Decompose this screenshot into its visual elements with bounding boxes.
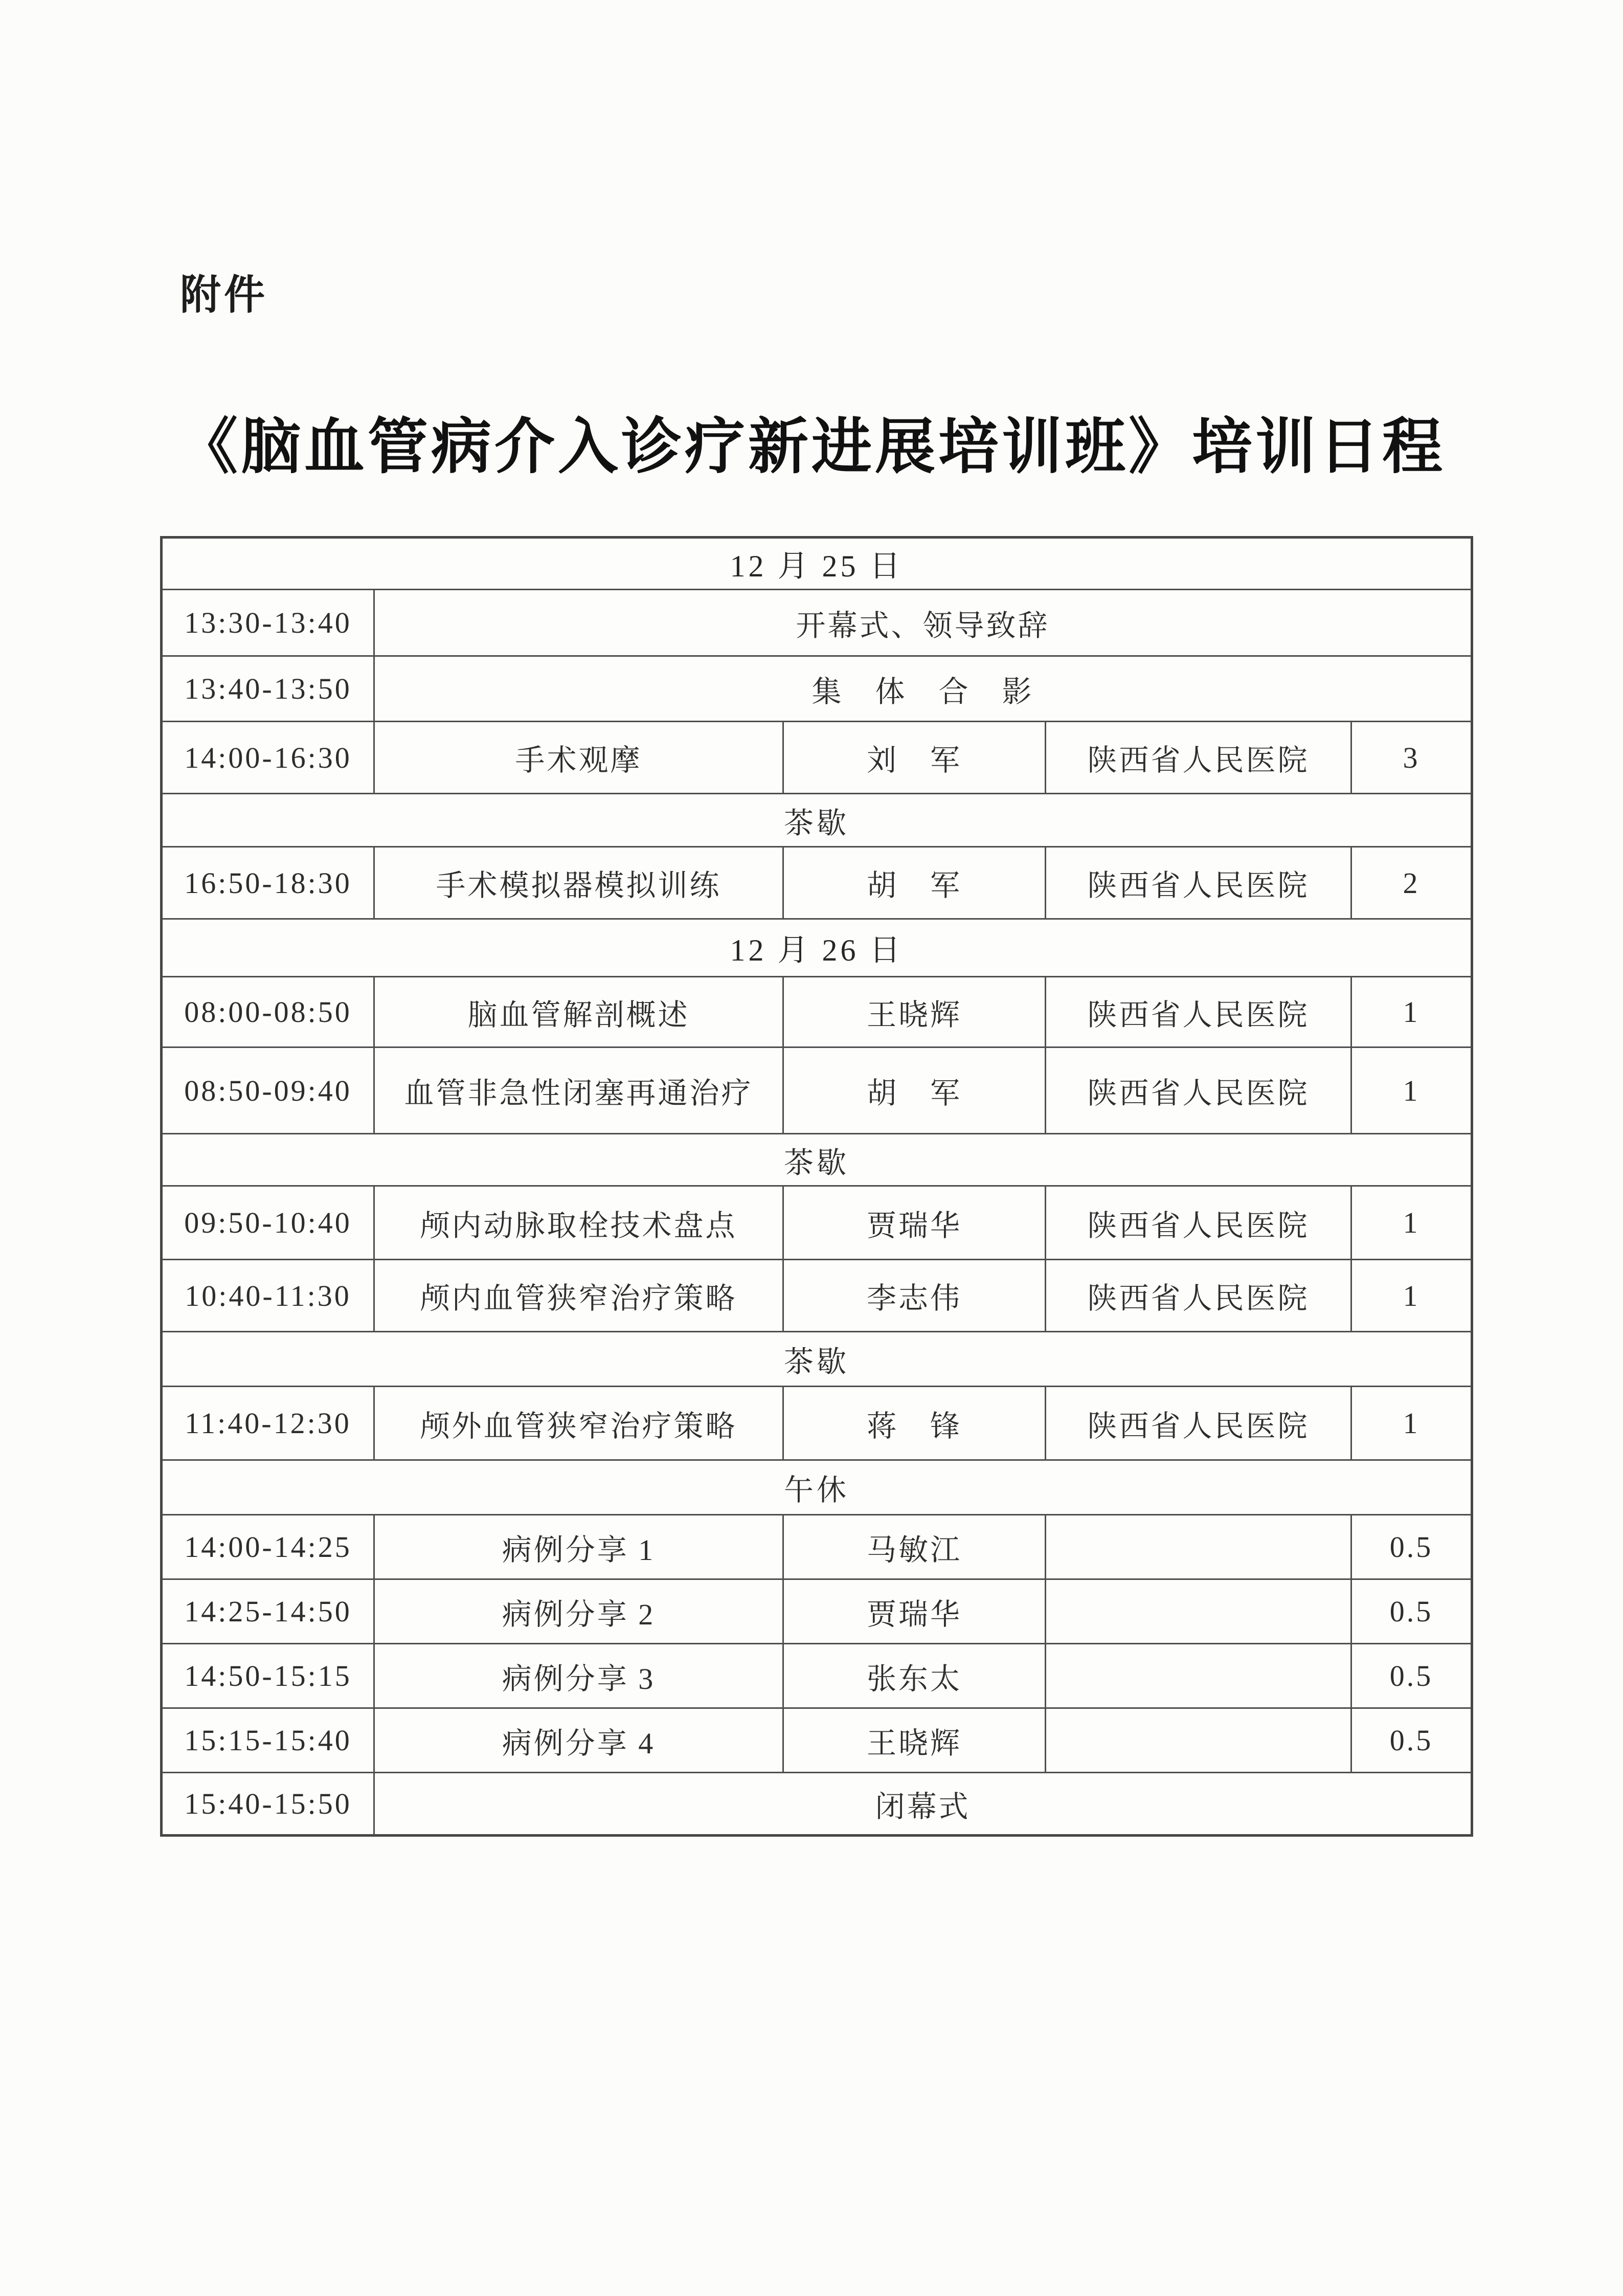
speaker-cell: 胡 军 (783, 1047, 1046, 1134)
table-row (162, 590, 1472, 656)
table-row (162, 722, 1472, 794)
hospital-cell: 陕西省人民医院 (1046, 1047, 1351, 1134)
time-cell: 14:00-14:25 (162, 1515, 374, 1579)
time-cell: 14:50-15:15 (162, 1644, 374, 1708)
hospital-cell: 陕西省人民医院 (1046, 1387, 1351, 1460)
credit-cell: 1 (1351, 1186, 1472, 1260)
break-row (162, 1134, 1472, 1186)
topic-cell: 颅内血管狭窄治疗策略 (374, 1260, 783, 1332)
credit-cell: 1 (1351, 1387, 1472, 1460)
break-cell: 茶歇 (162, 1332, 1472, 1387)
break-row (162, 1332, 1472, 1387)
break-row (162, 1460, 1472, 1515)
section-row (162, 538, 1472, 590)
attachment-label: 附件 (180, 272, 268, 318)
table-row (162, 847, 1472, 919)
table-row (162, 1047, 1472, 1134)
table-row (162, 1387, 1472, 1460)
break-cell: 午休 (162, 1460, 1472, 1515)
credit-cell: 0.5 (1351, 1515, 1472, 1579)
merged-activity-cell: 闭幕式 (374, 1773, 1472, 1836)
speaker-cell: 胡 军 (783, 847, 1046, 919)
hospital-cell: 陕西省人民医院 (1046, 1186, 1351, 1260)
merged-activity-cell: 集 体 合 影 (374, 656, 1472, 722)
hospital-cell: 陕西省人民医院 (1046, 1260, 1351, 1332)
schedule-table-body (162, 538, 1472, 1836)
time-cell: 13:30-13:40 (162, 590, 374, 656)
speaker-cell: 蒋 锋 (783, 1387, 1046, 1460)
time-cell: 15:15-15:40 (162, 1708, 374, 1773)
hospital-cell: 陕西省人民医院 (1046, 847, 1351, 919)
speaker-cell: 刘 军 (783, 722, 1046, 794)
merged-activity-cell: 开幕式、领导致辞 (374, 590, 1472, 656)
speaker-cell: 贾瑞华 (783, 1186, 1046, 1260)
time-cell: 14:25-14:50 (162, 1579, 374, 1644)
hospital-cell (1046, 1708, 1351, 1773)
credit-cell: 1 (1351, 1047, 1472, 1134)
time-cell: 09:50-10:40 (162, 1186, 374, 1260)
credit-cell: 0.5 (1351, 1644, 1472, 1708)
credit-cell: 2 (1351, 847, 1472, 919)
date-cell: 12 月 25 日 (162, 538, 1472, 590)
speaker-cell: 贾瑞华 (783, 1579, 1046, 1644)
speaker-cell: 王晓辉 (783, 977, 1046, 1047)
hospital-cell: 陕西省人民医院 (1046, 977, 1351, 1047)
time-cell: 10:40-11:30 (162, 1260, 374, 1332)
table-row (162, 1515, 1472, 1579)
section-row (162, 919, 1472, 977)
schedule-table (160, 536, 1473, 1837)
credit-cell: 0.5 (1351, 1579, 1472, 1644)
credit-cell: 1 (1351, 977, 1472, 1047)
speaker-cell: 李志伟 (783, 1260, 1046, 1332)
topic-cell: 颅内动脉取栓技术盘点 (374, 1186, 783, 1260)
speaker-cell: 王晓辉 (783, 1708, 1046, 1773)
table-row (162, 1260, 1472, 1332)
speaker-cell: 张东太 (783, 1644, 1046, 1708)
topic-cell: 手术模拟器模拟训练 (374, 847, 783, 919)
hospital-cell: 陕西省人民医院 (1046, 722, 1351, 794)
time-cell: 13:40-13:50 (162, 656, 374, 722)
time-cell: 16:50-18:30 (162, 847, 374, 919)
credit-cell: 3 (1351, 722, 1472, 794)
break-cell: 茶歇 (162, 1134, 1472, 1186)
hospital-cell (1046, 1515, 1351, 1579)
table-row (162, 1186, 1472, 1260)
topic-cell: 颅外血管狭窄治疗策略 (374, 1387, 783, 1460)
time-cell: 08:50-09:40 (162, 1047, 374, 1134)
hospital-cell (1046, 1579, 1351, 1644)
table-row (162, 1644, 1472, 1708)
hospital-cell (1046, 1644, 1351, 1708)
time-cell: 11:40-12:30 (162, 1387, 374, 1460)
break-row (162, 794, 1472, 847)
topic-cell: 病例分享 1 (374, 1515, 783, 1579)
break-cell: 茶歇 (162, 794, 1472, 847)
topic-cell: 病例分享 2 (374, 1579, 783, 1644)
table-row (162, 1579, 1472, 1644)
credit-cell: 0.5 (1351, 1708, 1472, 1773)
topic-cell: 病例分享 3 (374, 1644, 783, 1708)
date-cell: 12 月 26 日 (162, 919, 1472, 977)
time-cell: 15:40-15:50 (162, 1773, 374, 1836)
table-row (162, 1773, 1472, 1836)
table-row (162, 1708, 1472, 1773)
credit-cell: 1 (1351, 1260, 1472, 1332)
table-row (162, 977, 1472, 1047)
time-cell: 14:00-16:30 (162, 722, 374, 794)
page-title: 《脑血管病介入诊疗新进展培训班》培训日程 (177, 414, 1446, 481)
topic-cell: 手术观摩 (374, 722, 783, 794)
table-row (162, 656, 1472, 722)
speaker-cell: 马敏江 (783, 1515, 1046, 1579)
topic-cell: 脑血管解剖概述 (374, 977, 783, 1047)
time-cell: 08:00-08:50 (162, 977, 374, 1047)
topic-cell: 血管非急性闭塞再通治疗 (374, 1047, 783, 1134)
topic-cell: 病例分享 4 (374, 1708, 783, 1773)
